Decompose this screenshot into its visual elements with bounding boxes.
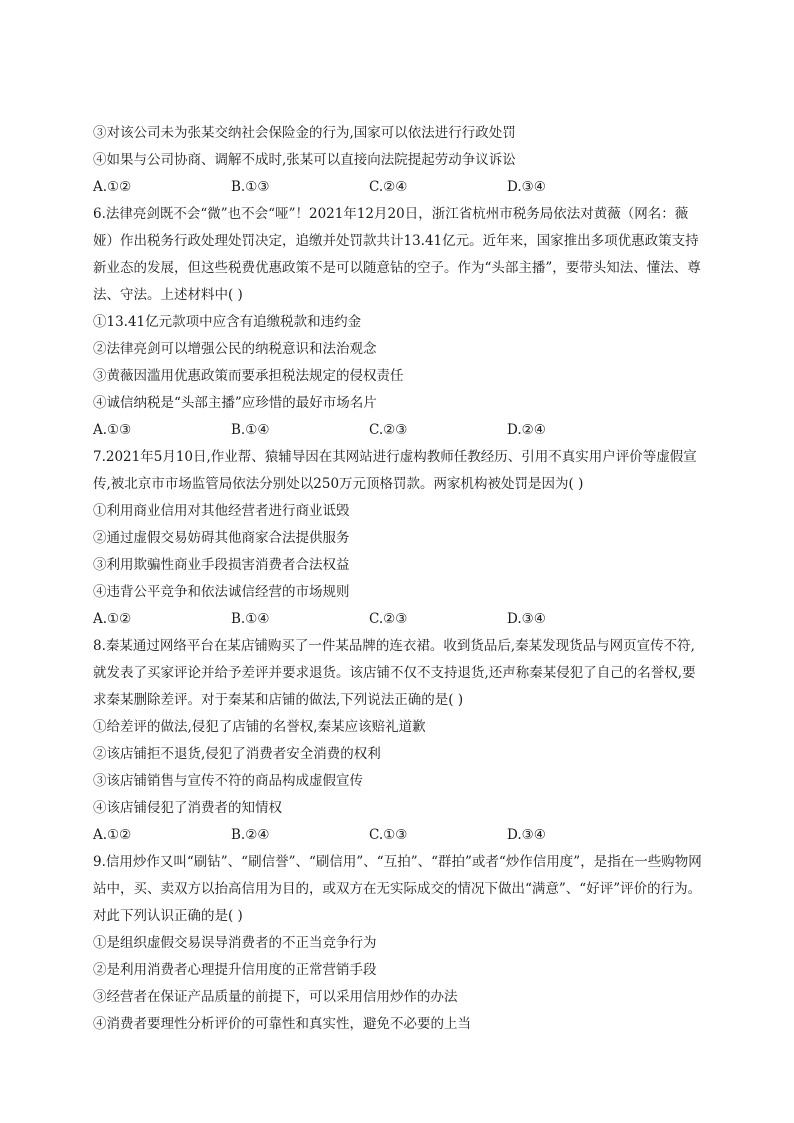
answer-choices bbox=[93, 606, 708, 633]
choice-b: B.①③ bbox=[231, 179, 270, 195]
choice-c: C.②④ bbox=[369, 179, 408, 195]
option-line: ①利用商业信用对其他经营者进行商业诋毁 bbox=[93, 503, 350, 519]
choice-b: B.②④ bbox=[231, 827, 270, 843]
option-line: ④该店铺侵犯了消费者的知情权 bbox=[93, 800, 282, 816]
choice-a: A.①② bbox=[93, 179, 132, 195]
option-line: ④诚信纳税是“头部主播”应珍惜的最好市场名片 bbox=[93, 395, 377, 411]
question-8-stem: 8.秦某通过网络平台在某店铺购买了一件某品牌的连衣裙。收到货品后,秦某发现货品与网页宣传不符,就发表了买家评论并给予差评并要求退货。该店铺不仅不支持退货,还声称秦某侵犯了自己的名誉权,要求秦某删除差评。对于秦某和店铺的做法,下列说法正确的是( ) bbox=[93, 638, 696, 708]
choice-c: C.②③ bbox=[369, 422, 408, 438]
option-line: ①是组织虚假交易误导消费者的不正当竞争行为 bbox=[93, 935, 377, 951]
option-line: ②法律亮剑可以增强公民的纳税意识和法治观念 bbox=[93, 341, 377, 357]
choice-b: B.①④ bbox=[231, 422, 270, 438]
option-line: ④如果与公司协商、调解不成时,张某可以直接向法院提起劳动争议诉讼 bbox=[93, 152, 516, 168]
choice-d: D.③④ bbox=[507, 611, 546, 627]
option-line: ④违背公平竞争和依法诚信经营的市场规则 bbox=[93, 584, 350, 600]
choice-d: D.③④ bbox=[507, 179, 546, 195]
choice-d: D.②④ bbox=[507, 422, 546, 438]
choice-a: A.①② bbox=[93, 611, 132, 627]
document-content bbox=[93, 120, 708, 1038]
answer-choices bbox=[93, 822, 708, 849]
choice-c: C.①③ bbox=[369, 827, 408, 843]
option-line: ③该店铺销售与宣传不符的商品构成虚假宣传 bbox=[93, 773, 363, 789]
option-line: ①给差评的做法,侵犯了店铺的名誉权,秦某应该赔礼道歉 bbox=[93, 719, 426, 735]
option-line: ②通过虚假交易妨碍其他商家合法提供服务 bbox=[93, 530, 350, 546]
question-6-stem: 6.法律亮剑既不会“微”也不会“哑”！2021年12月20日，浙江省杭州市税务局依法对黄薇（网名：薇娅）作出税务行政处理处罚决定，追缴并处罚款共计13.41亿元。近年来，国家推出多项优惠政策支持新业态的发展，但这些税费优惠政策不是可以随意钻的空子。作为“头部主播”，要带头知法、懂法、尊法、守法。上述材料中( ) bbox=[93, 206, 701, 303]
choice-a: A.①③ bbox=[93, 422, 132, 438]
option-line: ③黄薇因滥用优惠政策而要承担税法规定的侵权责任 bbox=[93, 368, 404, 384]
answer-choices bbox=[93, 174, 708, 201]
choice-b: B.①④ bbox=[231, 611, 270, 627]
option-line: ②该店铺拒不退货,侵犯了消费者安全消费的权利 bbox=[93, 746, 381, 762]
answer-choices bbox=[93, 417, 708, 444]
choice-d: D.③④ bbox=[507, 827, 546, 843]
option-line: ④消费者要理性分析评价的可靠性和真实性，避免不必要的上当 bbox=[93, 1016, 471, 1032]
question-7-stem: 7.2021年5月10日,作业帮、猿辅导因在其网站进行虚构教师任教经历、引用不真实用户评价等虚假宣传,被北京市市场监管局依法分别处以250万元顶格罚款。两家机构被处罚是因为( ) bbox=[93, 449, 697, 492]
option-line: ③利用欺骗性商业手段损害消费者合法权益 bbox=[93, 557, 350, 573]
choice-c: C.②③ bbox=[369, 611, 408, 627]
option-line: ③对该公司未为张某交纳社会保险金的行为,国家可以依法进行行政处罚 bbox=[93, 125, 516, 141]
question-9-stem: 9.信用炒作又叫“刷钻”、“刷信誉”、“刷信用”、“互拍”、“群拍”或者“炒作信用度”，是指在一些购物网站中，买、卖双方以抬高信用为目的，或双方在无实际成交的情况下做出“满意”、“好评”评价的行为。对此下列认识正确的是( ) bbox=[93, 854, 702, 924]
option-line: ①13.41亿元款项中应含有追缴税款和违约金 bbox=[93, 314, 362, 330]
choice-a: A.①② bbox=[93, 827, 132, 843]
option-line: ③经营者在保证产品质量的前提下，可以采用信用炒作的办法 bbox=[93, 989, 458, 1005]
option-line: ②是利用消费者心理提升信用度的正常营销手段 bbox=[93, 962, 377, 978]
